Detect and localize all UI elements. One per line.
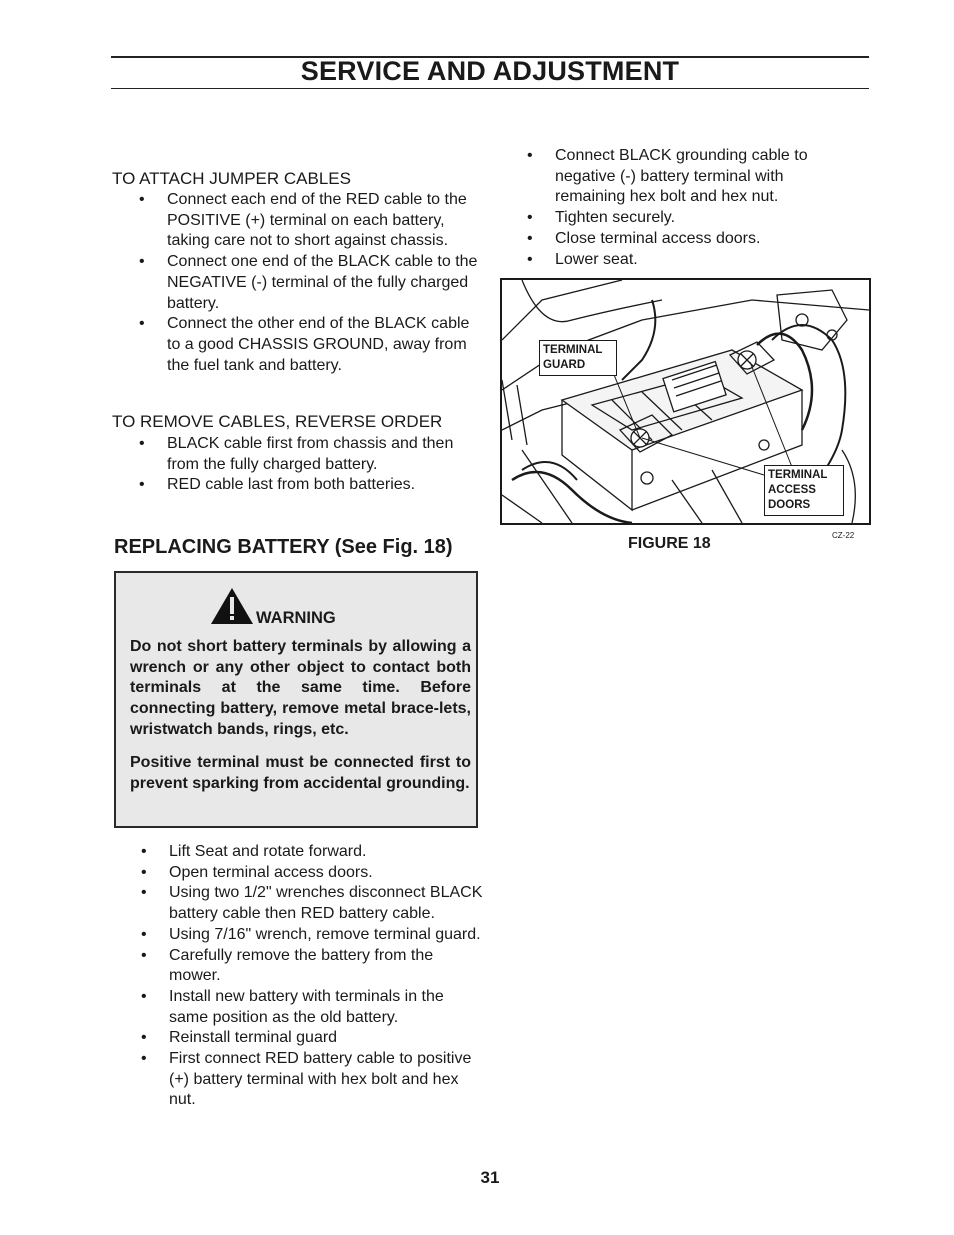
page-number: 31 [480,1168,500,1187]
list-item: • Lower seat. [527,250,847,271]
callout-line: DOORS [768,499,811,511]
callout-line: TERMINAL [543,344,603,356]
callout-terminal-access-doors [764,465,844,516]
warning-label: WARNING [256,609,336,627]
callout-terminal-guard [539,340,617,376]
remove-steps-list [139,434,484,496]
connect-steps-list [527,146,847,270]
remove-cables-heading: TO REMOVE CABLES, REVERSE ORDER [112,412,443,431]
warning-text: Do not short battery terminals by allowing a wrench or any other object to contact both terminals at the same time. Before connecting battery, remove metal brace-lets, wristwatch bands, rings, etc. [130,638,471,738]
list-item: • Connect each end of the RED cable to the POSITIVE (+) terminal on each battery, taking care not to short against chassis. [139,190,484,252]
list-item: • First connect RED battery cable to positive (+) battery terminal with hex bolt and hex nut. [141,1049,486,1111]
list-item: • Connect one end of the BLACK cable to the NEGATIVE (-) terminal of the fully charged battery. [139,252,484,314]
list-item: • RED cable last from both batteries. [139,475,484,496]
warning-text-positive-first: Positive terminal must be connected first to prevent sparking from accidental grounding. [130,754,471,792]
list-item: • Install new battery with terminals in the same position as the old battery. [141,987,486,1028]
list-item: • Connect BLACK grounding cable to negative (-) battery terminal with remaining hex bolt and hex nut. [527,146,847,208]
callout-line: ACCESS [768,484,816,496]
list-item: • Tighten securely. [527,208,847,229]
replacing-steps-list [141,842,486,1111]
figure-code: CZ-22 [832,531,855,540]
callout-line: GUARD [543,359,586,371]
list-item: • Open terminal access doors. [141,863,486,884]
jumper-steps-list [139,190,484,376]
header-bottom-rule [111,88,869,89]
replacing-battery-title: REPLACING BATTERY (See Fig. 18) [114,536,453,558]
list-item: • Close terminal access doors. [527,229,847,250]
battery-figure [500,278,871,525]
figure-caption: FIGURE 18 [628,535,711,552]
warning-triangle-icon [209,586,255,626]
callout-line: TERMINAL [768,469,828,481]
list-item: • Carefully remove the battery from the mower. [141,946,486,987]
page-title: SERVICE AND ADJUSTMENT [300,56,680,86]
list-item: • Lift Seat and rotate forward. [141,842,486,863]
jumper-cables-heading: TO ATTACH JUMPER CABLES [112,169,351,188]
list-item: • Using two 1/2" wrenches disconnect BLACK battery cable then RED battery cable. [141,883,486,924]
list-item: • Using 7/16" wrench, remove terminal guard. [141,925,486,946]
list-item: • BLACK cable first from chassis and then from the fully charged battery. [139,434,484,475]
warning-box [114,571,478,828]
list-item: • Reinstall terminal guard [141,1028,486,1049]
list-item: • Connect the other end of the BLACK cable to a good CHASSIS GROUND, away from the fuel tank and battery. [139,314,484,376]
